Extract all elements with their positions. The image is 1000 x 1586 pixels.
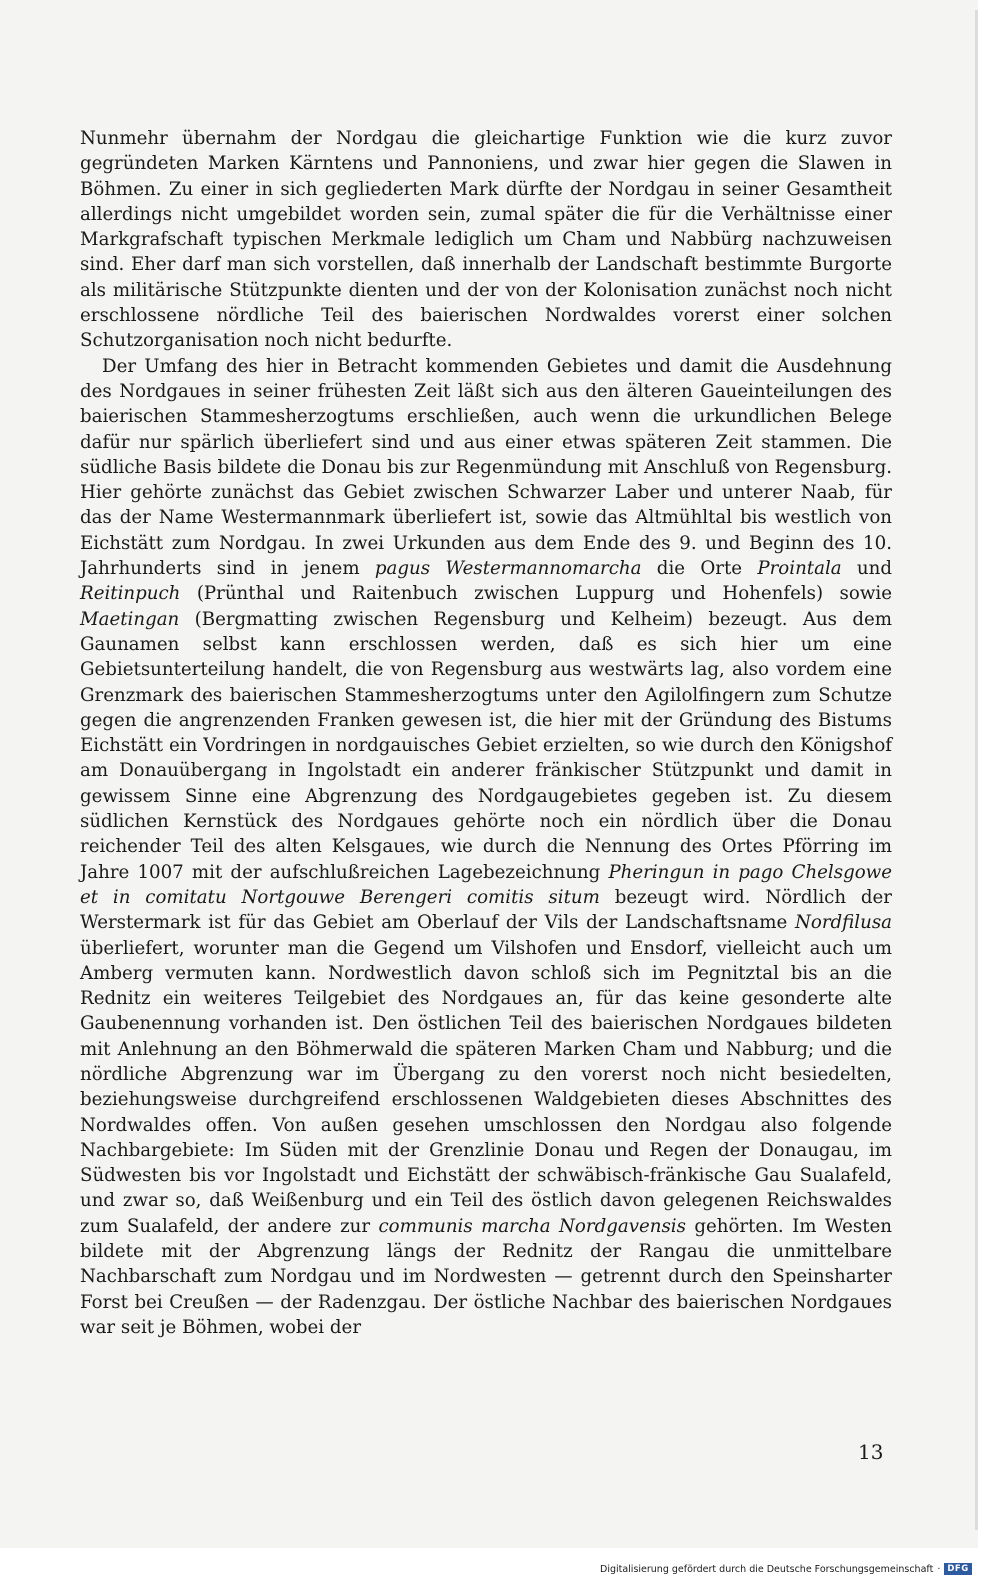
italic-term: Nordfilusa [794, 912, 892, 934]
paragraph-1: Nunmehr übernahm der Nordgau die gleichartige Funktion wie die kurz zuvor gegründeten Marken Kärntens und Pannoniens, und zwar hier gegen die Slawen in Böhmen. Zu einer in sich gegliederten Mark dürfte der Nordgau in seiner Gesamtheit allerdings nicht umgebildet worden sein, zumal später die für die Verhältnisse einer Markgrafschaft typischen Merkmale lediglich um Cham und Nabbürg nachzuweisen sind. Eher darf man sich vorstellen, daß innerhalb der Landschaft bestimmte Burgorte als militärische Stützpunkte dienten und der von der Kolonisation zunächst noch nicht erschlossene nördliche Teil des baierischen Nordwaldes vorerst einer solchen Schutzorganisation noch nicht bedurfte. [80, 128, 892, 352]
digitization-credit-text: Digitalisierung gefördert durch die Deutsche Forschungsgemeinschaft [600, 1563, 934, 1575]
digitization-credit: Digitalisierung gefördert durch die Deutsche Forschungsgemeinschaft · DFG [600, 1563, 972, 1575]
paragraph-2: Der Umfang des hier in Betracht kommenden Gebietes und damit die Ausdehnung des Nordgaues in seiner frühesten Zeit läßt sich aus den älteren Gaueinteilungen des baierischen Stammesherzogtums erschließen, auch wenn die urkundlichen Belege dafür nur spärlich überliefert sind und aus einer etwas späteren Zeit stammen. Die südliche Basis bildete die Donau bis zur Regenmündung mit Anschluß von Regensburg. Hier gehörte zunächst das Gebiet zwischen Schwarzer Laber und unterer Naab, für das der Name Westermannmark überliefert ist, sowie das Altmühltal bis westlich von Eichstätt zum Nordgau. In zwei Urkunden aus dem Ende des 9. und Beginn des 10. Jahrhunderts sind in jenem pagus Westermannomarcha die Orte Prointala und Reitinpuch (Prünthal und Raitenbuch zwischen Luppurg und Hohenfels) sowie Maetingan (Bergmatting zwischen Regensburg und Kelheim) bezeugt. Aus dem Gaunamen selbst kann erschlossen werden, daß es sich hier um eine Gebietsunterteilung handelt, die von Regensburg aus westwärts lag, also vordem eine Grenzmark des baierischen Stammesherzogtums unter den Agilolfingern zum Schutze gegen die angrenzenden Franken gewesen ist, die hier mit der Gründung des Bistums Eichstätt ein Vordringen in nordgauisches Gebiet erzielten, so wie durch den Königshof am Donauübergang in Ingolstadt ein anderer fränkischer Stützpunkt und damit in gewissem Sinne eine Abgrenzung des Nordgaugebietes gegeben ist. Zu diesem südlichen Kernstück des Nordgaues gehörte noch ein nördlich über die Donau reichender Teil des alten Kelsgaues, wie durch die Nennung des Ortes Pförring im Jahre 1007 mit der aufschlußreichen Lagebezeichnung Pheringun in pago Chelsgowe et in comitatu Nortgouwe Berengeri comitis situm bezeugt wird. Nördlich der Werstermark ist für das Gebiet am Oberlauf der Vils der Landschaftsname Nordfilusa überliefert, worunter man die Gegend um Vilshofen und Ensdorf, vielleicht auch um Amberg vermuten kann. Nordwestlich davon schloß sich im Pegnitztal bis an die Rednitz ein weiteres Teilgebiet des Nordgaues an, für das keine gesonderte alte Gaubenennung vorhanden ist. Den östlichen Teil des baierischen Nordgaues bildeten mit Anlehnung an den Böhmerwald die späteren Marken Cham und Nabburg; und die nördliche Abgrenzung war im Übergang zu den vorerst noch nicht besiedelten, beziehungsweise durchgreifend erschlossenen Waldgebieten dieses Abschnittes des Nordwaldes offen. Von außen gesehen umschlossen den Nordgau also folgende Nachbargebiete: Im Süden mit der Grenzlinie Donau und Regen der Donaugau, im Südwesten bis vor Ingolstadt und Eichstätt der schwäbisch-fränkische Gau Sualafeld, und zwar so, daß Weißenburg und ein Teil des östlich davon gelegenen Reichswaldes zum Sualafeld, der andere zur communis marcha Nordgavensis gehörten. Im Westen bildete mit der Abgrenzung längs der Rednitz der Rangau die unmittelbare Nachbarschaft zum Nordgau und im Nordwesten — getrennt durch den Speinsharter Forst bei Creußen — der Radenzgau. Der östliche Nachbar des baierischen Nordgaues war seit je Böhmen, wobei der [80, 355, 893, 1338]
italic-term: Reitinpuch [80, 583, 181, 605]
italic-term: Prointala [757, 558, 842, 580]
italic-term: pagus Westermannomarcha [374, 558, 642, 580]
italic-term: Maetingan [80, 608, 180, 630]
page-number: 13 [858, 1440, 884, 1464]
italic-term: communis marcha Nordgavensis [378, 1215, 686, 1237]
italic-term: Pheringun in pago Chelsgowe et in comitatu Nortgouwe Berengeri comitis situm [80, 861, 892, 908]
body-text [80, 126, 892, 1340]
page-edge [975, 10, 978, 1530]
dfg-logo-icon: DFG [944, 1563, 971, 1575]
